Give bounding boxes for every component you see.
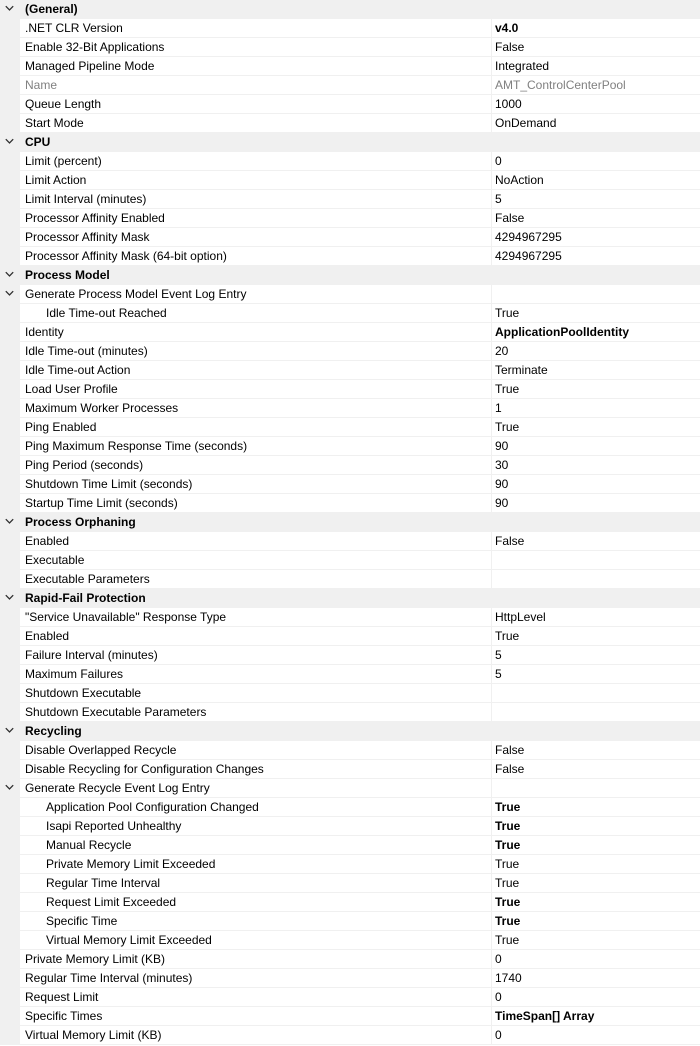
row-gutter [0, 760, 20, 779]
column-divider [491, 342, 492, 361]
property-name: Enabled [25, 534, 70, 548]
property-name: Start Mode [25, 116, 84, 130]
property-row[interactable] [0, 19, 700, 38]
column-divider [491, 836, 492, 855]
property-value[interactable] [495, 285, 695, 304]
property-value[interactable]: OnDemand [495, 116, 557, 130]
property-value[interactable]: 30 [495, 458, 509, 472]
row-gutter [0, 418, 20, 437]
column-divider [491, 608, 492, 627]
category-label: Process Model [25, 268, 110, 282]
row-gutter [0, 475, 20, 494]
row-gutter [0, 646, 20, 665]
property-value[interactable] [495, 570, 695, 589]
property-name: Application Pool Configuration Changed [46, 800, 259, 814]
property-row[interactable] [0, 950, 700, 969]
property-row[interactable] [0, 912, 700, 931]
row-gutter [0, 76, 20, 95]
property-name: Generate Recycle Event Log Entry [25, 781, 210, 795]
column-divider [491, 38, 492, 57]
property-row[interactable] [0, 38, 700, 57]
column-divider [491, 304, 492, 323]
property-name: Enable 32-Bit Applications [25, 40, 165, 54]
row-gutter [0, 912, 20, 931]
property-row[interactable] [0, 874, 700, 893]
property-name: Enabled [25, 629, 70, 643]
property-row[interactable] [0, 817, 700, 836]
column-divider [491, 551, 492, 570]
property-row[interactable] [0, 152, 700, 171]
property-row[interactable] [0, 342, 700, 361]
row-gutter [0, 722, 20, 741]
column-divider [491, 171, 492, 190]
property-name: Disable Overlapped Recycle [25, 743, 177, 757]
property-value[interactable]: HttpLevel [495, 610, 546, 624]
property-value[interactable]: 0 [495, 154, 502, 168]
chevron-down-icon[interactable] [5, 594, 14, 601]
column-divider [491, 418, 492, 437]
row-gutter [0, 209, 20, 228]
column-divider [491, 703, 492, 722]
property-value[interactable]: False [495, 40, 525, 54]
row-gutter [0, 931, 20, 950]
property-name: Limit Interval (minutes) [25, 192, 147, 206]
property-value[interactable]: 5 [495, 667, 502, 681]
property-row[interactable] [0, 95, 700, 114]
property-value[interactable]: True [495, 420, 520, 434]
property-name: Maximum Failures [25, 667, 124, 681]
column-divider [491, 494, 492, 513]
property-name: Private Memory Limit Exceeded [46, 857, 216, 871]
property-name: Shutdown Executable [25, 686, 142, 700]
row-gutter [0, 988, 20, 1007]
column-divider [491, 19, 492, 38]
row-gutter [0, 0, 20, 19]
property-row[interactable] [0, 494, 700, 513]
property-value[interactable]: 90 [495, 439, 509, 453]
property-name: Processor Affinity Mask [25, 230, 150, 244]
property-name: Executable [25, 553, 85, 567]
row-gutter [0, 969, 20, 988]
row-gutter [0, 665, 20, 684]
property-row[interactable] [0, 1007, 700, 1026]
row-gutter [0, 171, 20, 190]
property-value[interactable]: True [495, 382, 520, 396]
property-name: Private Memory Limit (KB) [25, 952, 166, 966]
row-gutter [0, 1007, 20, 1026]
property-name: Virtual Memory Limit Exceeded [46, 933, 212, 947]
column-divider [491, 1007, 492, 1026]
property-name: Processor Affinity Enabled [25, 211, 165, 225]
row-gutter [0, 399, 20, 418]
chevron-down-icon[interactable] [5, 5, 14, 12]
column-divider [491, 931, 492, 950]
property-row[interactable] [0, 209, 700, 228]
property-value[interactable]: 0 [495, 1028, 502, 1042]
property-row[interactable] [0, 893, 700, 912]
property-row[interactable] [0, 1026, 700, 1045]
property-row[interactable] [0, 684, 700, 703]
property-row[interactable] [0, 323, 700, 342]
column-divider [491, 114, 492, 133]
property-row[interactable] [0, 988, 700, 1007]
column-divider [491, 893, 492, 912]
column-divider [491, 532, 492, 551]
property-value[interactable]: v4.0 [495, 21, 519, 35]
property-value[interactable]: True [495, 306, 520, 320]
row-gutter [0, 950, 20, 969]
property-name: Manual Recycle [46, 838, 132, 852]
property-value[interactable]: 1740 [495, 971, 522, 985]
property-row[interactable] [0, 247, 700, 266]
column-divider [491, 285, 492, 304]
property-value[interactable]: True [495, 857, 520, 871]
category-label: Rapid-Fail Protection [25, 591, 146, 605]
category-row[interactable] [0, 0, 700, 19]
property-row[interactable] [0, 760, 700, 779]
property-value[interactable]: 20 [495, 344, 509, 358]
row-gutter [0, 513, 20, 532]
property-row[interactable] [0, 399, 700, 418]
category-label: Process Orphaning [25, 515, 136, 529]
property-name: Limit Action [25, 173, 87, 187]
column-divider [491, 228, 492, 247]
column-divider [491, 380, 492, 399]
property-name: Executable Parameters [25, 572, 150, 586]
property-name: Managed Pipeline Mode [25, 59, 155, 73]
property-row[interactable] [0, 855, 700, 874]
property-row[interactable] [0, 931, 700, 950]
row-gutter [0, 19, 20, 38]
column-divider [491, 684, 492, 703]
property-name: Ping Period (seconds) [25, 458, 144, 472]
property-value[interactable]: True [495, 895, 521, 909]
row-gutter [0, 570, 20, 589]
property-row[interactable] [0, 570, 700, 589]
column-divider [491, 399, 492, 418]
column-divider [491, 969, 492, 988]
column-divider [491, 950, 492, 969]
property-row[interactable] [0, 361, 700, 380]
property-value[interactable] [495, 551, 695, 570]
property-value[interactable]: Terminate [495, 363, 548, 377]
property-row[interactable] [0, 380, 700, 399]
category-row[interactable] [0, 722, 700, 741]
row-gutter [0, 817, 20, 836]
row-gutter [0, 304, 20, 323]
column-divider [491, 152, 492, 171]
row-gutter [0, 437, 20, 456]
property-value[interactable] [495, 779, 695, 798]
column-divider [491, 323, 492, 342]
property-value[interactable]: 1000 [495, 97, 522, 111]
property-value[interactable]: 90 [495, 477, 509, 491]
property-row[interactable] [0, 57, 700, 76]
property-value[interactable]: False [495, 743, 525, 757]
column-divider [491, 817, 492, 836]
property-row[interactable] [0, 779, 700, 798]
property-row[interactable] [0, 171, 700, 190]
property-row[interactable] [0, 475, 700, 494]
category-row[interactable] [0, 589, 700, 608]
property-value[interactable]: True [495, 914, 521, 928]
column-divider [491, 798, 492, 817]
property-name: .NET CLR Version [25, 21, 123, 35]
row-gutter [0, 114, 20, 133]
property-value[interactable]: 4294967295 [495, 249, 562, 263]
row-gutter [0, 266, 20, 285]
property-name: Idle Time-out Reached [46, 306, 167, 320]
column-divider [491, 988, 492, 1007]
property-name: Specific Times [25, 1009, 103, 1023]
property-value[interactable]: NoAction [495, 173, 544, 187]
column-divider [491, 570, 492, 589]
row-gutter [0, 893, 20, 912]
property-name: Shutdown Time Limit (seconds) [25, 477, 193, 491]
category-row[interactable] [0, 266, 700, 285]
property-row[interactable] [0, 608, 700, 627]
property-value[interactable]: 5 [495, 648, 502, 662]
property-name: Queue Length [25, 97, 102, 111]
column-divider [491, 76, 492, 95]
property-name: Limit (percent) [25, 154, 102, 168]
category-label: (General) [25, 2, 78, 16]
property-name: Disable Recycling for Configuration Changes [25, 762, 264, 776]
property-name: Maximum Worker Processes [25, 401, 179, 415]
row-gutter [0, 342, 20, 361]
column-divider [491, 475, 492, 494]
property-value[interactable]: False [495, 211, 525, 225]
column-divider [491, 912, 492, 931]
property-row[interactable] [0, 456, 700, 475]
row-gutter [0, 228, 20, 247]
column-divider [491, 95, 492, 114]
column-divider [491, 209, 492, 228]
row-gutter [0, 703, 20, 722]
property-row[interactable] [0, 228, 700, 247]
category-label: Recycling [25, 724, 82, 738]
property-name: Name [25, 78, 58, 92]
row-gutter [0, 551, 20, 570]
property-value[interactable]: 4294967295 [495, 230, 562, 244]
category-label: CPU [25, 135, 51, 149]
property-row[interactable] [0, 114, 700, 133]
property-name: Idle Time-out Action [25, 363, 131, 377]
property-name: Specific Time [46, 914, 118, 928]
property-row[interactable] [0, 532, 700, 551]
row-gutter [0, 684, 20, 703]
row-gutter [0, 133, 20, 152]
property-value[interactable]: 1 [495, 401, 502, 415]
property-value[interactable] [495, 703, 695, 722]
row-gutter [0, 190, 20, 209]
column-divider [491, 627, 492, 646]
column-divider [491, 855, 492, 874]
property-value[interactable]: True [495, 838, 521, 852]
category-row[interactable] [0, 133, 700, 152]
column-divider [491, 646, 492, 665]
row-gutter [0, 608, 20, 627]
chevron-down-icon[interactable] [5, 727, 14, 734]
row-gutter [0, 380, 20, 399]
property-row[interactable] [0, 646, 700, 665]
chevron-down-icon[interactable] [5, 290, 14, 297]
row-gutter [0, 323, 20, 342]
property-value[interactable]: 0 [495, 990, 502, 1004]
property-name: Ping Enabled [25, 420, 97, 434]
row-gutter [0, 361, 20, 380]
property-value[interactable]: 5 [495, 192, 502, 206]
property-row[interactable] [0, 285, 700, 304]
row-gutter [0, 1026, 20, 1045]
property-name: Virtual Memory Limit (KB) [25, 1028, 162, 1042]
property-row[interactable] [0, 627, 700, 646]
row-gutter [0, 779, 20, 798]
property-value[interactable]: True [495, 800, 521, 814]
column-divider [491, 874, 492, 893]
column-divider [491, 1026, 492, 1045]
property-row[interactable] [0, 418, 700, 437]
row-gutter [0, 532, 20, 551]
property-value[interactable]: Integrated [495, 59, 550, 73]
column-divider [491, 437, 492, 456]
property-name: Ping Maximum Response Time (seconds) [25, 439, 248, 453]
property-value[interactable]: True [495, 819, 521, 833]
chevron-down-icon[interactable] [5, 138, 14, 145]
property-name: Request Limit [25, 990, 99, 1004]
row-gutter [0, 874, 20, 893]
row-gutter [0, 589, 20, 608]
row-gutter [0, 152, 20, 171]
column-divider [491, 247, 492, 266]
property-row[interactable] [0, 551, 700, 570]
property-name: "Service Unavailable" Response Type [25, 610, 227, 624]
chevron-down-icon[interactable] [5, 518, 14, 525]
column-divider [491, 190, 492, 209]
property-row[interactable] [0, 304, 700, 323]
column-divider [491, 760, 492, 779]
chevron-down-icon[interactable] [5, 784, 14, 791]
property-name: Identity [25, 325, 64, 339]
property-value[interactable]: TimeSpan[] Array [495, 1009, 595, 1023]
column-divider [491, 779, 492, 798]
row-gutter [0, 285, 20, 304]
property-row[interactable] [0, 836, 700, 855]
property-value[interactable]: AMT_ControlCenterPool [495, 78, 626, 92]
property-name: Load User Profile [25, 382, 118, 396]
property-value[interactable]: 90 [495, 496, 509, 510]
property-name: Processor Affinity Mask (64-bit option) [25, 249, 227, 263]
column-divider [491, 361, 492, 380]
column-divider [491, 57, 492, 76]
row-gutter [0, 836, 20, 855]
property-name: Startup Time Limit (seconds) [25, 496, 178, 510]
property-row[interactable] [0, 969, 700, 988]
property-value[interactable]: False [495, 762, 525, 776]
row-gutter [0, 741, 20, 760]
row-gutter [0, 247, 20, 266]
column-divider [491, 456, 492, 475]
property-value[interactable]: False [495, 534, 525, 548]
property-value[interactable] [495, 684, 695, 703]
property-row[interactable] [0, 76, 700, 95]
property-value[interactable]: 0 [495, 952, 502, 966]
property-row[interactable] [0, 798, 700, 817]
row-gutter [0, 627, 20, 646]
property-value[interactable]: True [495, 933, 520, 947]
property-name: Generate Process Model Event Log Entry [25, 287, 247, 301]
row-gutter [0, 855, 20, 874]
property-value[interactable]: ApplicationPoolIdentity [495, 325, 629, 339]
property-row[interactable] [0, 190, 700, 209]
property-value[interactable]: True [495, 876, 520, 890]
property-name: Regular Time Interval [46, 876, 161, 890]
row-gutter [0, 95, 20, 114]
row-gutter [0, 38, 20, 57]
row-gutter [0, 456, 20, 475]
property-value[interactable]: True [495, 629, 520, 643]
property-name: Request Limit Exceeded [46, 895, 177, 909]
category-row[interactable] [0, 513, 700, 532]
row-gutter [0, 57, 20, 76]
property-name: Regular Time Interval (minutes) [25, 971, 193, 985]
property-row[interactable] [0, 703, 700, 722]
property-row[interactable] [0, 665, 700, 684]
property-name: Shutdown Executable Parameters [25, 705, 207, 719]
property-name: Isapi Reported Unhealthy [46, 819, 182, 833]
column-divider [491, 665, 492, 684]
column-divider [491, 741, 492, 760]
property-name: Failure Interval (minutes) [25, 648, 158, 662]
property-row[interactable] [0, 437, 700, 456]
row-gutter [0, 494, 20, 513]
property-row[interactable] [0, 741, 700, 760]
chevron-down-icon[interactable] [5, 271, 14, 278]
property-name: Idle Time-out (minutes) [25, 344, 148, 358]
row-gutter [0, 798, 20, 817]
